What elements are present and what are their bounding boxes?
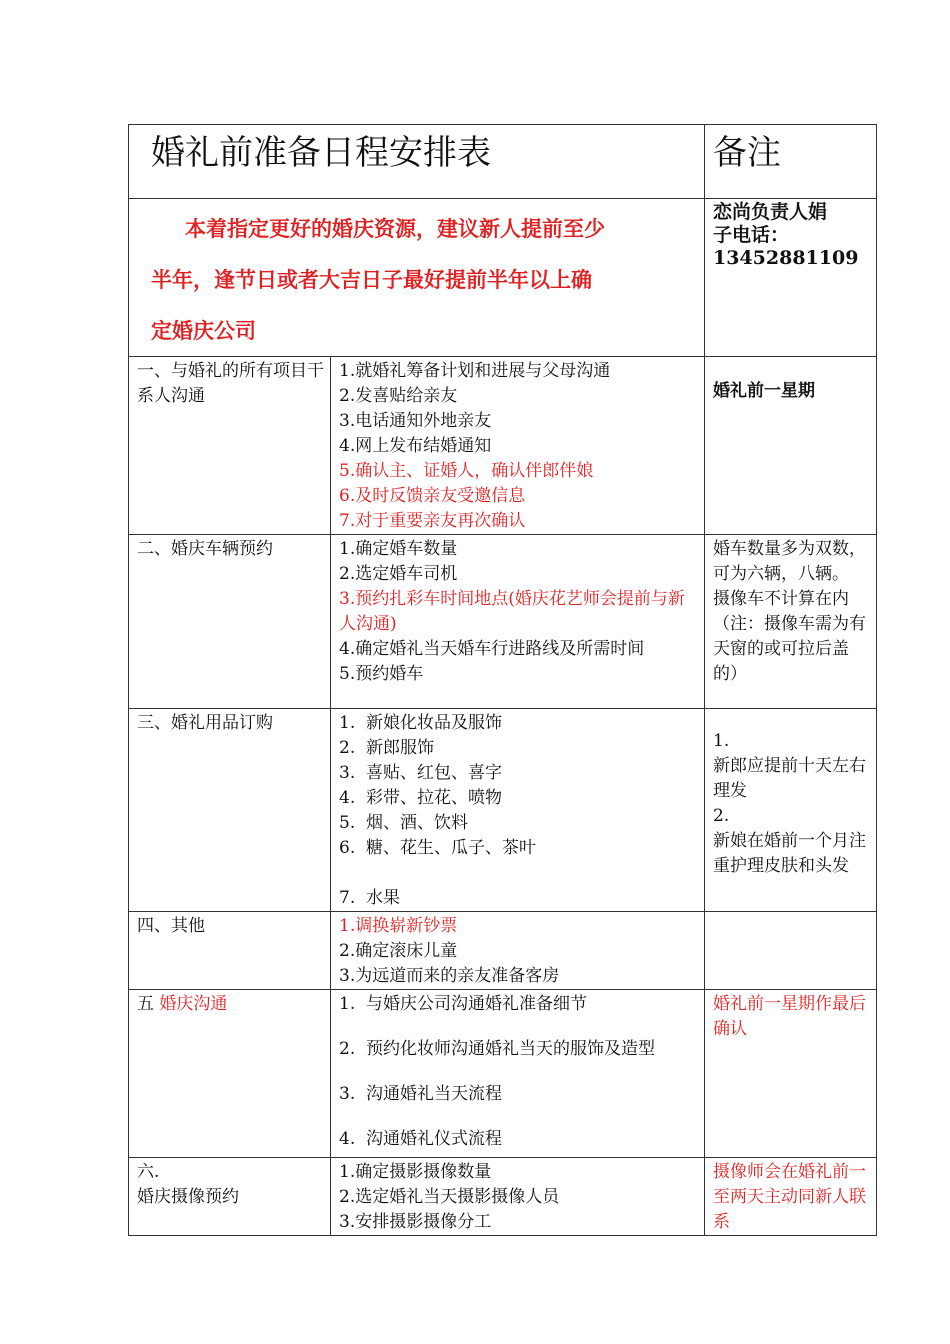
note-line: 新娘在婚前一个月注重护理皮肤和头发 xyxy=(713,831,866,876)
contact-phone: 13452881109 xyxy=(713,247,859,269)
notice-line: 定婚庆公司 xyxy=(151,318,256,343)
contact-line: 子电话： xyxy=(713,224,790,246)
list-item: 3. 沟通婚礼当天流程 xyxy=(339,1084,503,1104)
list-item: 1.确定摄影摄像数量 xyxy=(339,1162,492,1182)
note-line: 新郎应提前十天左右理发 xyxy=(713,756,866,801)
spacer xyxy=(339,861,698,886)
section-items xyxy=(331,709,705,912)
section-title xyxy=(129,990,331,1158)
list-item: 5.预约婚车 xyxy=(339,664,424,684)
section-title: 三、婚礼用品订购 xyxy=(129,709,331,912)
list-item: 2. 新郎服饰 xyxy=(339,738,435,758)
section-title: 二、婚庆车辆预约 xyxy=(129,535,331,709)
list-item: 1.就婚礼筹备计划和进展与父母沟通 xyxy=(339,361,611,381)
page-title: 婚礼前准备日程安排表 xyxy=(129,125,705,199)
schedule-table xyxy=(128,124,877,1236)
section-title-text: 婚庆沟通 xyxy=(159,994,228,1014)
section-title: 一、与婚礼的所有项目干系人沟通 xyxy=(129,357,331,535)
section-row xyxy=(129,357,877,535)
list-item: 7.对于重要亲友再次确认 xyxy=(339,511,526,531)
list-item: 5.确认主、证婚人，确认伴郎伴娘 xyxy=(339,461,594,481)
list-item: 7. 水果 xyxy=(339,888,401,908)
list-item: 3.安排摄影摄像分工 xyxy=(339,1212,492,1232)
section-row xyxy=(129,1158,877,1236)
list-item: 1.确定婚车数量 xyxy=(339,539,458,559)
section-number: 六. xyxy=(137,1162,160,1182)
list-item: 4. 彩带、拉花、喷物 xyxy=(339,788,503,808)
notice-text xyxy=(129,199,705,357)
contact-line: 恋尚负责人娟 xyxy=(713,201,828,223)
spacer xyxy=(339,1017,698,1037)
list-item: 1. 与婚庆公司沟通婚礼准备细节 xyxy=(339,994,588,1014)
note-column-title: 备注 xyxy=(705,125,877,199)
section-row xyxy=(129,990,877,1158)
list-item: 4.确定婚礼当天婚车行进路线及所需时间 xyxy=(339,639,645,659)
section-items xyxy=(331,535,705,709)
list-item: 3. 喜贴、红包、喜字 xyxy=(339,763,503,783)
section-note: 摄像师会在婚礼前一至两天主动同新人联系 xyxy=(705,1158,877,1236)
section-note xyxy=(705,709,877,912)
section-items xyxy=(331,912,705,990)
section-title: 四、其他 xyxy=(129,912,331,990)
section-title xyxy=(129,1158,331,1236)
notice-line: 半年，逢节日或者大吉日子最好提前半年以上确 xyxy=(151,267,592,292)
list-item: 2.确定滚床儿童 xyxy=(339,941,458,961)
list-item: 2. 预约化妆师沟通婚礼当天的服饰及造型 xyxy=(339,1039,656,1059)
section-title-text: 婚庆摄像预约 xyxy=(137,1187,239,1207)
list-item: 3.为远道而来的亲友准备客房 xyxy=(339,966,560,986)
section-row xyxy=(129,709,877,912)
list-item: 5. 烟、酒、饮料 xyxy=(339,813,469,833)
section-items xyxy=(331,990,705,1158)
list-item: 3.预约扎彩车时间地点(婚庆花艺师会提前与新人沟通) xyxy=(339,589,685,634)
list-item: 2.选定婚礼当天摄影摄像人员 xyxy=(339,1187,560,1207)
section-items xyxy=(331,1158,705,1236)
note-line: 2. xyxy=(713,806,730,826)
list-item: 2.选定婚车司机 xyxy=(339,564,458,584)
section-number: 五 xyxy=(137,994,160,1014)
list-item: 1. 新娘化妆品及服饰 xyxy=(339,713,503,733)
schedule-document xyxy=(128,124,876,1236)
section-note: 婚礼前一星期作最后确认 xyxy=(705,990,877,1158)
spacer xyxy=(339,1107,698,1127)
notice-row xyxy=(129,199,877,357)
list-item: 6.及时反馈亲友受邀信息 xyxy=(339,486,526,506)
notice-line: 本着指定更好的婚庆资源，建议新人提前至少 xyxy=(185,216,605,241)
section-row xyxy=(129,912,877,990)
list-item: 3.电话通知外地亲友 xyxy=(339,411,492,431)
list-item: 2.发喜贴给亲友 xyxy=(339,386,458,406)
contact-info xyxy=(705,199,877,357)
section-note: 婚车数量多为双数，可为六辆，八辆。 摄像车不计算在内（注：摄像车需为有天窗的或可拉后盖的） xyxy=(705,535,877,709)
section-items xyxy=(331,357,705,535)
header-row xyxy=(129,125,877,199)
section-row xyxy=(129,535,877,709)
note-line: 1. xyxy=(713,731,730,751)
list-item: 4.网上发布结婚通知 xyxy=(339,436,492,456)
spacer xyxy=(339,1062,698,1082)
section-note-empty xyxy=(705,912,877,990)
list-item: 4. 沟通婚礼仪式流程 xyxy=(339,1129,503,1149)
section-note: 婚礼前一星期 xyxy=(705,357,877,535)
list-item: 1.调换崭新钞票 xyxy=(339,916,458,936)
list-item: 6. 糖、花生、瓜子、茶叶 xyxy=(339,838,537,858)
